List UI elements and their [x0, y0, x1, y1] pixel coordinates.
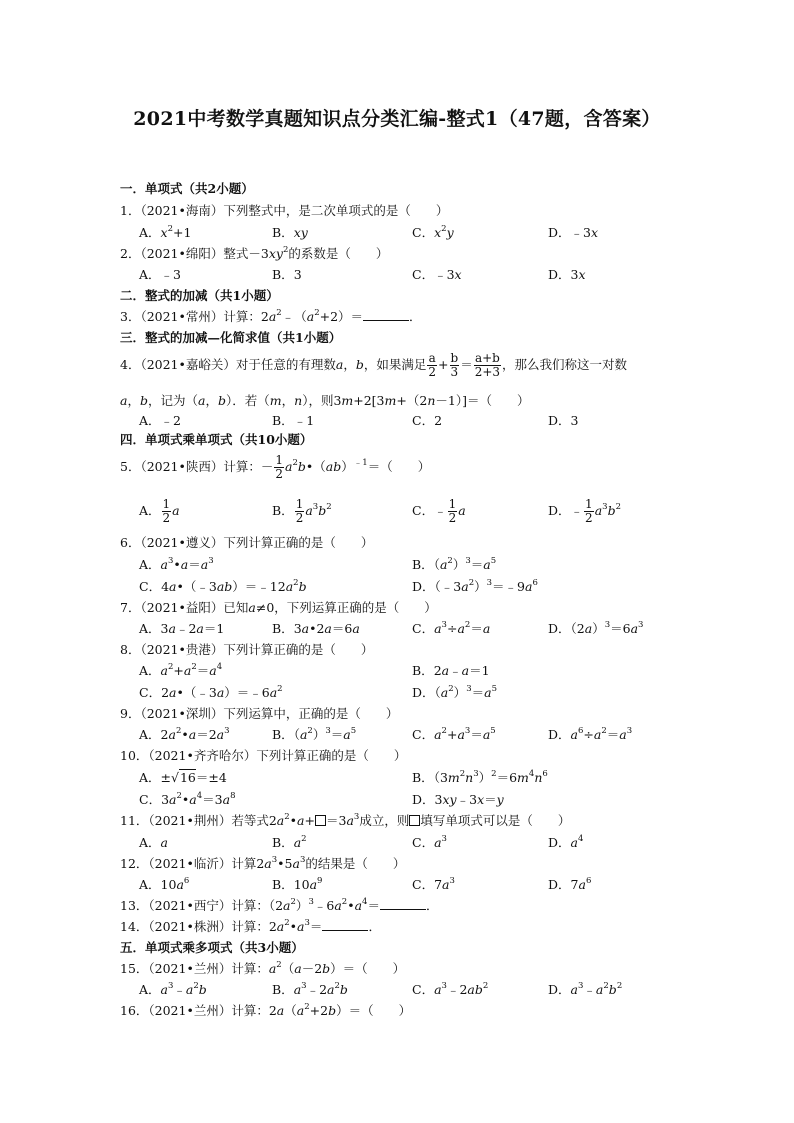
q1-option-a: A．$x^2+1$: [139, 224, 192, 240]
fraction-a-over-2: $\frac{a}{2}$: [428, 351, 437, 379]
q10-option-a: A．±√16＝±4: [139, 770, 227, 785]
fraction-a-plus-b: $\frac{a+b}{2+3}$: [474, 351, 501, 379]
question-4-continued: a，b，记为（a，b）．若（m，n），则3m+2[3m+（2n－1）]＝（ ）: [120, 393, 530, 408]
q9-option-a: A．$2a^2•a=2a^3$: [139, 726, 230, 742]
section-heading-monomial-times-monomial: 四．单项式乘单项式（共10小题）: [120, 432, 313, 447]
q15-option-a: A．$a^3﹣a^2b$: [139, 981, 207, 997]
section-heading-add-subtract: 二．整式的加减（共1小题）: [120, 288, 279, 303]
answer-blank[interactable]: [363, 309, 409, 321]
q11-option-d: D．$a^4$: [548, 834, 584, 850]
q10-option-c: C．$3a^2•a^4=3a^8$: [139, 791, 236, 807]
empty-square-box: [315, 815, 326, 826]
q12-option-b: B．$10a^9$: [272, 876, 323, 892]
q15-option-b: B．$a^3﹣2a^2b$: [272, 981, 348, 997]
q2-option-d: D．3x: [548, 267, 586, 282]
question-4: 4．（2021•嘉峪关）对于任意的有理数a，b，如果满足 $\frac{a}{2}$ + $\frac{b}{3}$ ＝ $\frac{a+b}{2+3}$ ，那么我们称这一对数: [120, 351, 628, 379]
q2-option-b: B．3: [272, 267, 302, 282]
section-heading-monomial-times-polynomial: 五．单项式乘多项式（共3小题）: [120, 940, 304, 955]
question-12: 12．（2021•临沂）计算$2a^3•5a^3$的结果是（ ）: [120, 855, 406, 871]
q8-option-d: D．$(a^2)^3=a^5$: [412, 684, 497, 700]
q1-option-b: B．xy: [272, 225, 308, 240]
q7-option-a: A．3a﹣2a＝1: [139, 621, 225, 636]
q6-option-a: A．$a^3•a=a^3$: [139, 556, 214, 572]
q12-option-a: A．$10a^6$: [139, 876, 190, 892]
q2-option-a: A．﹣3: [139, 267, 181, 282]
section-heading-simplify-evaluate: 三．整式的加减—化简求值（共1小题）: [120, 330, 342, 345]
q5-option-b: B． $\frac{1}{2}$ $a^3b^2$: [272, 497, 332, 525]
q11-option-b: B．$a^2$: [272, 834, 307, 850]
q11-option-a: A．a: [139, 835, 168, 850]
q10-option-b: B．$(3m^2n^3)^2=6m^4n^6$: [412, 769, 548, 785]
q4-option-a: A．﹣2: [139, 413, 181, 428]
q9-option-d: D．$a^6\div a^2=a^3$: [548, 726, 633, 742]
q15-option-d: D．$a^3﹣a^2b^2$: [548, 981, 623, 997]
q11-option-c: C．$a^3$: [412, 834, 447, 850]
q6-option-c: C．$4a•(﹣3ab)=﹣12a^2b$: [139, 578, 307, 594]
answer-blank[interactable]: [322, 919, 368, 931]
q5-option-d: D．﹣ $\frac{1}{2}$ $a^3b^2$: [548, 497, 621, 525]
q2-option-c: C．﹣3x: [412, 267, 462, 282]
question-3: 3．（2021•常州）计算：$2a^2﹣(a^2+2)=$ ．: [120, 308, 422, 324]
question-15: 15．（2021•兰州）计算：$a^2(a-2b)=$（ ）: [120, 960, 406, 976]
question-6: 6．（2021•遵义）下列计算正确的是（ ）: [120, 535, 374, 550]
question-16: 16．（2021•兰州）计算：$2a(a^2+2b)=$（ ）: [120, 1002, 412, 1018]
q15-option-c: C．$a^3﹣2ab^2$: [412, 981, 489, 997]
q7-option-b: B．3a•2a＝6a: [272, 621, 360, 636]
q5-option-a: A． $\frac{1}{2}$ a: [139, 497, 180, 525]
question-11: 11．（2021•荆州）若等式$2a^2•a+ =3a^3$成立，则 填写单项式可以是（ ）: [120, 812, 571, 828]
q9-option-c: C．$a^2+a^3=a^5$: [412, 726, 496, 742]
fraction-b-over-3: $\frac{b}{3}$: [450, 351, 459, 379]
q6-option-b: B．$(a^2)^3=a^5$: [412, 556, 497, 572]
q1-option-d: D．﹣3x: [548, 225, 599, 240]
q8-option-a: A．$a^2+a^2=a^4$: [139, 662, 223, 678]
q9-option-b: B．$(a^2)^3=a^5$: [272, 726, 357, 742]
page-title: 2021中考数学真题知识点分类汇编-整式1（47题，含答案）: [133, 108, 661, 130]
question-9: 9．（2021•深圳）下列运算中，正确的是（ ）: [120, 706, 399, 721]
question-7: 7．（2021•益阳）已知a≠0，下列运算正确的是（ ）: [120, 600, 437, 615]
question-14: 14．（2021•株洲）计算：$2a^2•a^3=$ ．: [120, 918, 381, 934]
q7-option-c: C．$a^3\div a^2=a$: [412, 620, 491, 636]
q8-option-b: B．2a﹣a＝1: [412, 663, 490, 678]
q4-option-b: B．﹣1: [272, 413, 315, 428]
q8-option-c: C．$2a•(﹣3a)=﹣6a^2$: [139, 684, 283, 700]
q4-option-c: C．2: [412, 413, 443, 428]
question-1: 1．（2021•海南）下列整式中，是二次单项式的是（ ）: [120, 203, 449, 218]
answer-blank[interactable]: [380, 898, 426, 910]
q5-option-c: C．﹣ $\frac{1}{2}$ a: [412, 497, 466, 525]
q12-option-c: C．$7a^3$: [412, 876, 455, 892]
q6-option-d: D．$(﹣3a^2)^3=﹣9a^6$: [412, 578, 538, 594]
question-10: 10．（2021•齐齐哈尔）下列计算正确的是（ ）: [120, 748, 407, 763]
q1-option-c: C．$x^2y$: [412, 224, 454, 240]
question-2: 2．（2021•绵阳）整式$-3xy^2$的系数是（ ）: [120, 245, 389, 261]
q4-option-d: D．3: [548, 413, 579, 428]
q12-option-d: D．$7a^6$: [548, 876, 592, 892]
question-5: 5．（2021•陕西）计算：－ $\frac{1}{2}$ $a^2b•(ab)^{﹣1}=$（ ）: [120, 453, 431, 481]
q7-option-d: D．$(2a)^3=6a^3$: [548, 620, 644, 636]
q10-option-d: D．3xy﹣3x＝y: [412, 792, 504, 807]
empty-square-box: [409, 815, 420, 826]
question-13: 13．（2021•西宁）计算：$(2a^2)^3﹣6a^2•a^4=$ ．: [120, 897, 439, 913]
question-8: 8．（2021•贵港）下列计算正确的是（ ）: [120, 642, 374, 657]
section-heading-monomial: 一．单项式（共2小题）: [120, 181, 254, 196]
